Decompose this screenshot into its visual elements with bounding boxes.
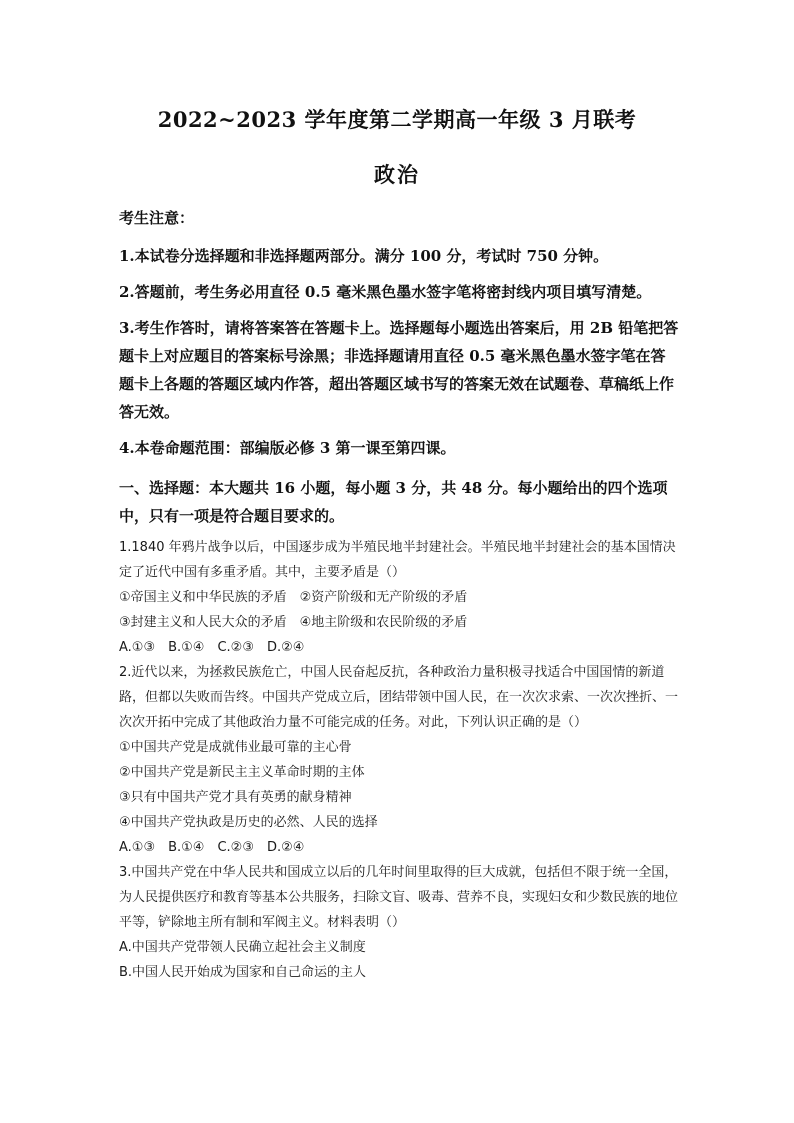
question-2-stem: 2.近代以来，为拯救民族危亡，中国人民奋起反抗，各种政治力量积极寻找适合中国国情的新道路，但都以失败而告终。中国共产党成立后，团结带领中国人民，在一次次求索、一次次挫折、一次次开拓中完成了其他政治力量不可能完成的任务。对此，下列认识正确的是（） xyxy=(119,665,679,730)
question-list xyxy=(119,535,679,985)
question-2-line: ②中国共产党是新民主主义革命时期的主体 xyxy=(119,765,365,780)
question-2-answers: A.①③ B.①④ C.②③ D.②④ xyxy=(119,840,305,855)
question-3-stem: 3.中国共产党在中华人民共和国成立以后的几年时间里取得的巨大成就，包括但不限于统一全国，为人民提供医疗和教育等基本公共服务，扫除文盲、吸毒、营养不良，实现妇女和少数民族的地位平等，铲除地主所有制和军阀主义。材料表明（） xyxy=(119,865,679,930)
question-2-line: ①中国共产党是成就伟业最可靠的主心骨 xyxy=(119,740,352,755)
question-1-line: ③封建主义和人民大众的矛盾 ④地主阶级和农民阶级的矛盾 xyxy=(119,615,468,630)
note-item-2: 2.答题前，考生务必用直径 0.5 毫米黑色墨水签字笔将密封线内项目填写清楚。 xyxy=(119,283,652,301)
exam-title: 2022~2023 学年度第二学期高一年级 3 月联考 xyxy=(157,107,637,132)
question-1-answers: A.①③ B.①④ C.②③ D.②④ xyxy=(119,640,305,655)
question-3-option-a: A.中国共产党带领人民确立起社会主义制度 xyxy=(119,940,366,955)
section-heading: 一、选择题：本大题共 16 小题，每小题 3 分，共 48 分。每小题给出的四个选项中，只有一项是符合题目要求的。 xyxy=(119,479,668,525)
notes-label: 考生注意： xyxy=(119,209,195,227)
question-1-stem: 1.1840 年鸦片战争以后，中国逐步成为半殖民地半封建社会。半殖民地半封建社会的基本国情决定了近代中国有多重矛盾。其中，主要矛盾是（） xyxy=(119,540,676,580)
question-2-line: ③只有中国共产党才具有英勇的献身精神 xyxy=(119,790,352,805)
exam-subject: 政治 xyxy=(374,162,420,187)
candidate-notes xyxy=(119,204,679,530)
note-item-1: 1.本试卷分选择题和非选择题两部分。满分 100 分，考试时 750 分钟。 xyxy=(119,247,609,265)
note-item-4: 4.本卷命题范围：部编版必修 3 第一课至第四课。 xyxy=(119,439,456,457)
question-2-line: ④中国共产党执政是历史的必然、人民的选择 xyxy=(119,815,378,830)
question-3-option-b: B.中国人民开始成为国家和自己命运的主人 xyxy=(119,965,367,980)
question-1-line: ①帝国主义和中华民族的矛盾 ②资产阶级和无产阶级的矛盾 xyxy=(119,590,468,605)
note-item-3: 3.考生作答时，请将答案答在答题卡上。选择题每小题选出答案后，用 2B 铅笔把答题卡上对应题目的答案标号涂黑；非选择题请用直径 0.5 毫米黑色墨水签字笔在答题卡上各题的答题区域内作答，超出答题区域书写的答案无效在试题卷、草稿纸上作答无效。 xyxy=(119,319,679,421)
